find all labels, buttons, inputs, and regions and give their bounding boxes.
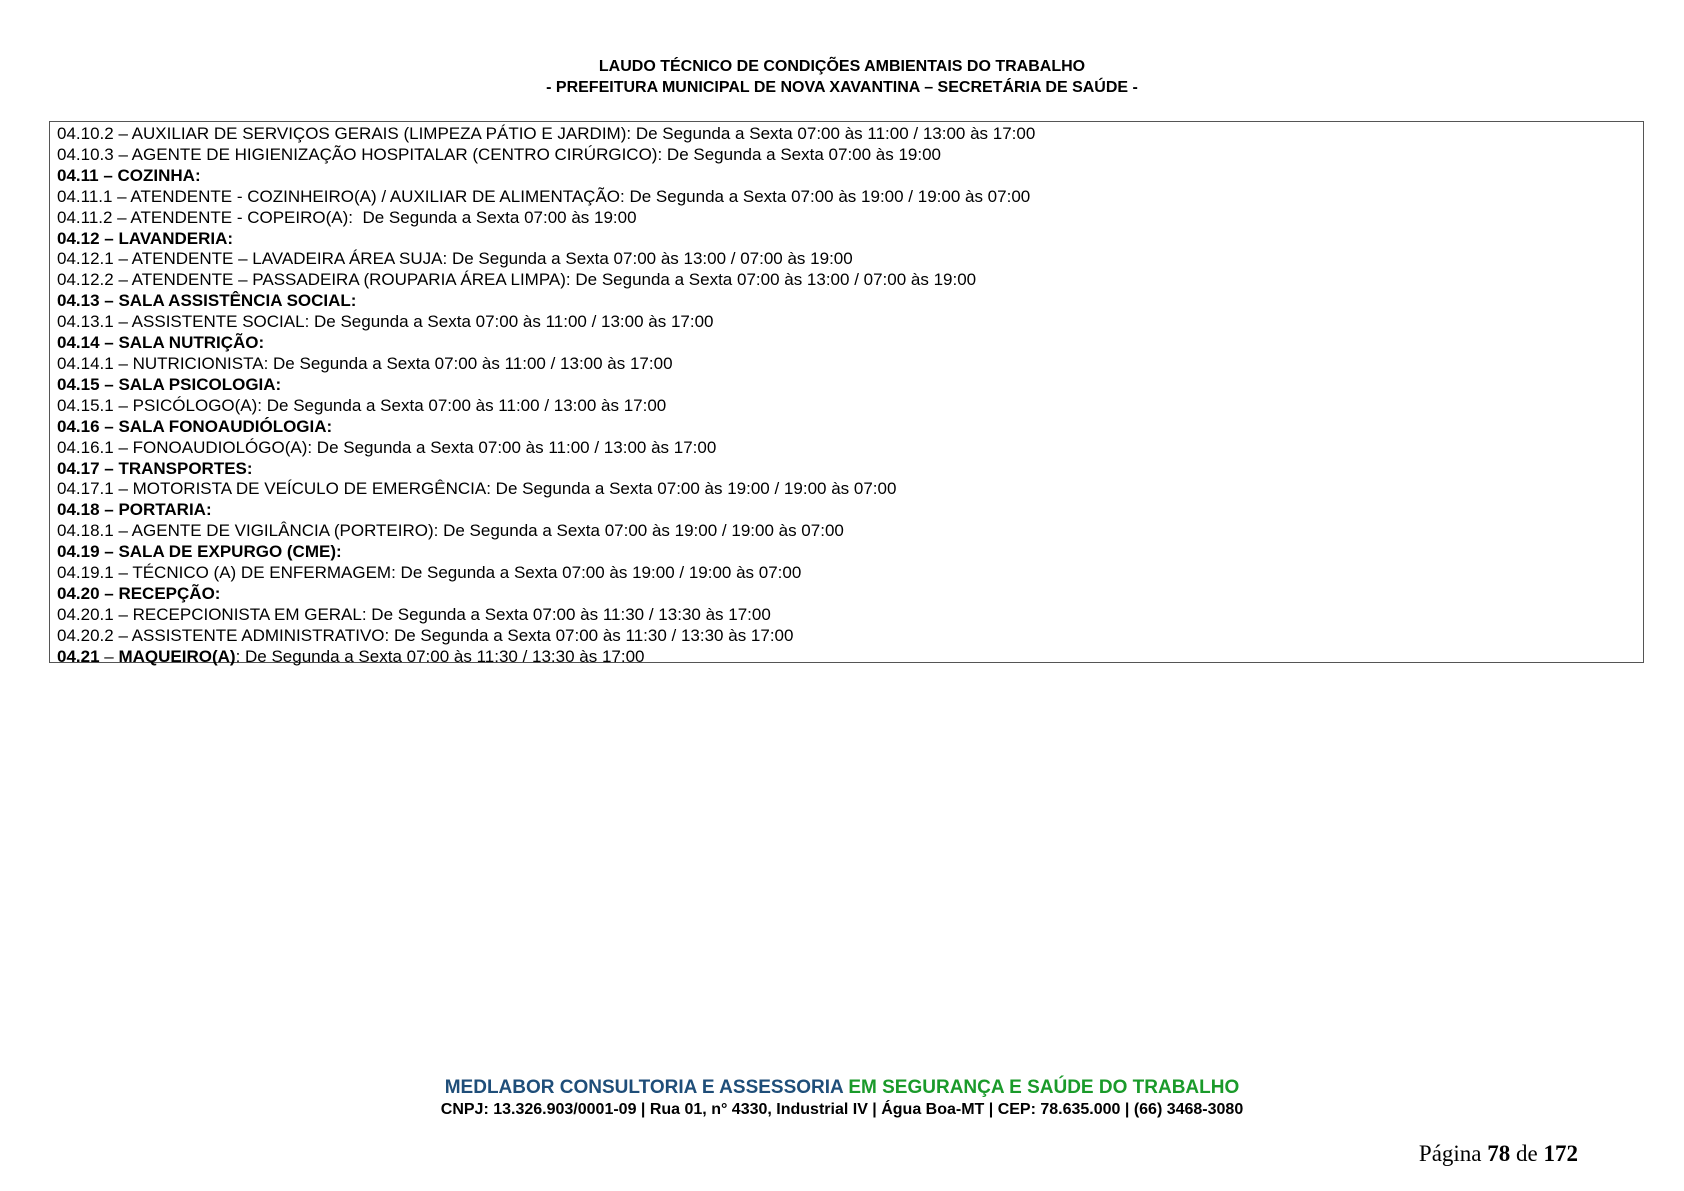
document-header	[0, 56, 1684, 98]
list-item: 04.14.1 – NUTRICIONISTA: De Segunda a Sexta 07:00 às 11:00 / 13:00 às 17:00	[57, 353, 673, 373]
list-item: 04.15.1 – PSICÓLOGO(A): De Segunda a Sexta 07:00 às 11:00 / 13:00 às 17:00	[57, 395, 667, 415]
section-heading: 04.14 – SALA NUTRIÇÃO:	[57, 333, 265, 353]
section-heading: 04.13 – SALA ASSISTÊNCIA SOCIAL:	[57, 291, 357, 311]
section-heading: 04.15 – SALA PSICOLOGIA:	[57, 374, 282, 394]
company-name	[0, 1076, 1684, 1099]
company-address: CNPJ: 13.326.903/0001-09 | Rua 01, n° 4330, Industrial IV | Água Boa-MT | CEP: 78.635.000 | (66) 3468-3080	[440, 1101, 1244, 1118]
item-role: MAQUEIRO(A)	[118, 646, 236, 666]
page-of: de	[1510, 1141, 1544, 1166]
list-item: 04.20.1 – RECEPCIONISTA EM GERAL: De Segunda a Sexta 07:00 às 11:30 / 13:30 às 17:00	[57, 604, 771, 624]
list-item: 04.20.2 – ASSISTENTE ADMINISTRATIVO: De Segunda a Sexta 07:00 às 11:30 / 13:30 às 17:00	[57, 625, 794, 645]
item-dash: –	[99, 646, 119, 666]
section-heading: 04.19 – SALA DE EXPURGO (CME):	[57, 542, 342, 562]
page-total: 172	[1543, 1141, 1578, 1166]
list-item: 04.19.1 – TÉCNICO (A) DE ENFERMAGEM: De Segunda a Sexta 07:00 às 19:00 / 19:00 às 07:00	[57, 563, 802, 583]
list-item: 04.12.1 – ATENDENTE – LAVADEIRA ÁREA SUJA: De Segunda a Sexta 07:00 às 13:00 / 07:00 às 19:00	[57, 249, 853, 269]
content-box	[49, 121, 1644, 666]
item-schedule: : De Segunda a Sexta 07:00 às 11:30 / 13:30 às 17:00	[235, 646, 645, 666]
section-heading: 04.20 – RECEPÇÃO:	[57, 583, 221, 603]
list-item: 04.13.1 – ASSISTENTE SOCIAL: De Segunda a Sexta 07:00 às 11:00 / 13:00 às 17:00	[57, 312, 714, 332]
section-heading: 04.11 – COZINHA:	[57, 165, 201, 185]
header-subtitle: - PREFEITURA MUNICIPAL DE NOVA XAVANTINA – SECRETÁRIA DE SAÚDE -	[546, 79, 1138, 96]
header-title: LAUDO TÉCNICO DE CONDIÇÕES AMBIENTAIS DO TRABALHO	[598, 58, 1086, 75]
section-heading: 04.12 – LAVANDERIA:	[57, 228, 234, 248]
list-item: 04.11.1 – ATENDENTE - COZINHEIRO(A) / AUXILIAR DE ALIMENTAÇÃO: De Segunda a Sexta 07:00 às 19:00 / 19:00 às 07:00	[57, 186, 1031, 206]
page-number	[1419, 1141, 1578, 1167]
company-name-green: EM SEGURANÇA E SAÚDE DO TRABALHO	[848, 1077, 1240, 1098]
section-heading: 04.17 – TRANSPORTES:	[57, 458, 253, 478]
list-item: 04.18.1 – AGENTE DE VIGILÂNCIA (PORTEIRO): De Segunda a Sexta 07:00 às 19:00 / 19:00 às 07:00	[57, 521, 844, 541]
section-heading: 04.18 – PORTARIA:	[57, 500, 212, 520]
list-item: 04.16.1 – FONOAUDIOLÓGO(A): De Segunda a Sexta 07:00 às 11:00 / 13:00 às 17:00	[57, 437, 717, 457]
list-item: 04.12.2 – ATENDENTE – PASSADEIRA (ROUPARIA ÁREA LIMPA): De Segunda a Sexta 07:00 às 13:00 / 07:00 às 19:00	[57, 270, 977, 290]
list-item: 04.17.1 – MOTORISTA DE VEÍCULO DE EMERGÊNCIA: De Segunda a Sexta 07:00 às 19:00 / 19:00 às 07:00	[57, 479, 897, 499]
item-number: 04.21	[57, 646, 100, 666]
list-item: 04.10.2 – AUXILIAR DE SERVIÇOS GERAIS (LIMPEZA PÁTIO E JARDIM): De Segunda a Sexta 07:00 às 11:00 / 13:00 às 17:00	[57, 124, 1036, 143]
document-footer	[0, 1076, 1684, 1120]
list-item: 04.11.2 – ATENDENTE - COPEIRO(A): De Segunda a Sexta 07:00 às 19:00	[57, 207, 637, 227]
page-label: Página	[1418, 1141, 1488, 1166]
company-name-blue: MEDLABOR CONSULTORIA E ASSESSORIA	[444, 1077, 849, 1098]
list-item-maqueiro	[57, 647, 1643, 668]
page-current: 78	[1487, 1141, 1511, 1166]
section-heading: 04.16 – SALA FONOAUDIÓLOGIA:	[57, 416, 333, 436]
list-item: 04.10.3 – AGENTE DE HIGIENIZAÇÃO HOSPITALAR (CENTRO CIRÚRGICO): De Segunda a Sexta 07:00 às 19:00	[57, 144, 942, 164]
